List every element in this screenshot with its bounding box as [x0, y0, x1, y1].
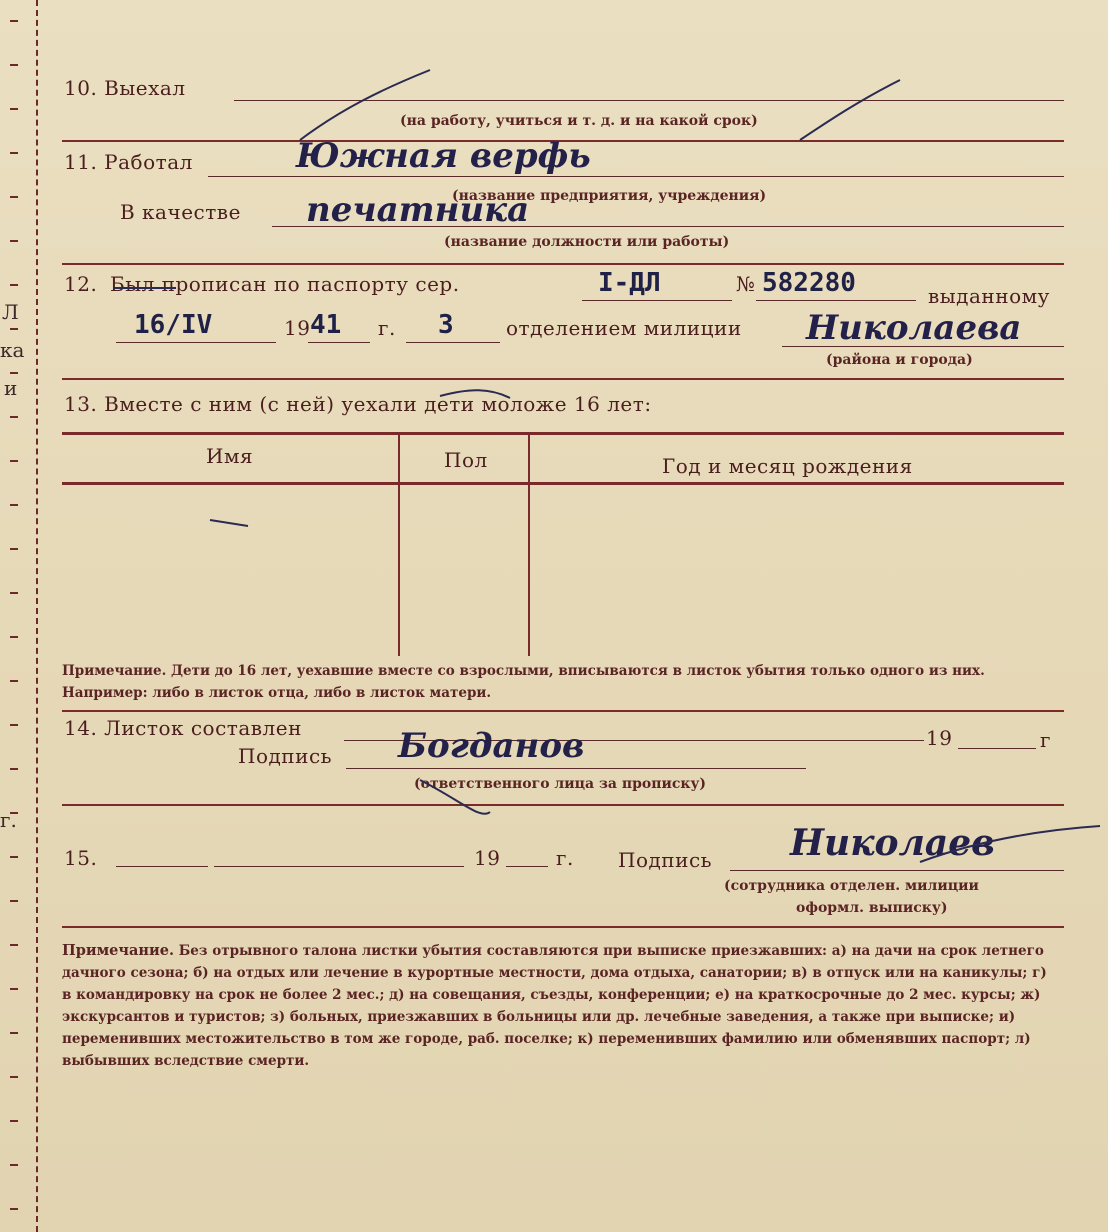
field-15-hint-1: (сотрудника отделен. милиции	[724, 878, 979, 894]
table-header-name: Имя	[206, 444, 254, 468]
note-body: Без отрывного талона листки убытия составляются при выписке приезжавших: а) на дачи на срок летнего дачного сезона; б) на отдых или лечение в курортные местности, дома отдыха, санатории; в) в отпуск или на каникулы; г) в командировку на срок не более 2 мес.; д) на совещания, съезды, конференции; е) на краткосрочные до 2 мес. курсы; ж) экскурсантов и туристов; з) больных, приезжавших в больницы или др. лечебные заведения, а также при выписке; и) переменивших местожительство в том же городе, раб. поселке; к) переменивших фамилию или обменявших паспорт; л) выбывших вследствие смерти.	[62, 943, 1047, 1069]
field-12-issued: выданному	[928, 284, 1050, 308]
field-12-dept-label: отделением милиции	[506, 316, 742, 340]
field-11-hint: (название предприятия, учреждения)	[452, 188, 767, 204]
dash-stroke	[800, 80, 900, 140]
field-12-passport-number: 582280	[762, 268, 856, 298]
table-header-sex: Пол	[444, 448, 488, 472]
edge-mark: и	[4, 376, 18, 400]
field-11-value: Южная верфь	[296, 136, 591, 176]
field-10-hint: (на работу, учиться и т. д. и на какой срок)	[400, 113, 758, 129]
field-12-no-label: №	[736, 272, 756, 296]
field-11-role-hint: (название должности или работы)	[444, 234, 730, 250]
dash-stroke	[210, 520, 248, 526]
field-12-series: I-ДЛ	[598, 268, 661, 298]
field-12-year-value: 41	[310, 310, 342, 340]
field-11-role-label: В качестве	[120, 200, 241, 224]
field-14-sign-hint: (ответственного лица за прописку)	[414, 776, 707, 792]
field-12-label: Был прописан по паспорту сер.	[110, 272, 460, 296]
field-13-label: 13. Вместе с ним (с ней) уехали дети моложе 16 лет:	[64, 392, 652, 416]
edge-mark: ка	[0, 338, 25, 362]
signature-flourish	[420, 780, 490, 814]
field-15-hint-2: оформл. выписку)	[796, 900, 948, 916]
field-12-year-prefix: 19	[284, 316, 311, 340]
field-10-label: 10. Выехал	[64, 76, 186, 100]
field-15-g-label: г.	[556, 846, 574, 870]
table-header-birth: Год и месяц рождения	[662, 454, 913, 478]
field-11-label: 11. Работал	[64, 150, 193, 174]
strike-through	[440, 390, 510, 398]
field-12-city: Николаева	[806, 308, 1022, 348]
field-14-label: 14. Листок составлен	[64, 716, 302, 740]
dash-stroke	[300, 70, 430, 140]
field-12-city-hint: (района и города)	[826, 352, 973, 368]
note-children: Примечание. Дети до 16 лет, уехавшие вместе со взрослыми, вписываются в листок убытия только одного из них. Например: либо в листок отца, либо в листок матери.	[62, 663, 985, 701]
field-14-sign-label: Подпись	[238, 744, 333, 768]
field-12-number: 12.	[64, 272, 98, 296]
field-15-label: 15.	[64, 846, 98, 870]
note-head: Примечание.	[62, 942, 175, 959]
edge-mark: г.	[0, 808, 17, 832]
field-12-g-label: г.	[378, 316, 396, 340]
field-14-year-prefix: 19	[926, 726, 953, 750]
field-15-year-prefix: 19	[474, 846, 501, 870]
field-15-signature: Николаев	[790, 822, 995, 864]
field-15-sign-label: Подпись	[618, 848, 713, 872]
field-14-signature: Богданов	[398, 726, 585, 766]
signature-flourish	[920, 826, 1100, 862]
edge-mark: Л	[2, 300, 19, 324]
field-14-g-label: г	[1040, 728, 1051, 752]
field-12-dept-number: 3	[438, 310, 454, 340]
field-11-role-value: печатника	[306, 190, 530, 230]
field-12-issue-date: 16/IV	[134, 310, 213, 340]
